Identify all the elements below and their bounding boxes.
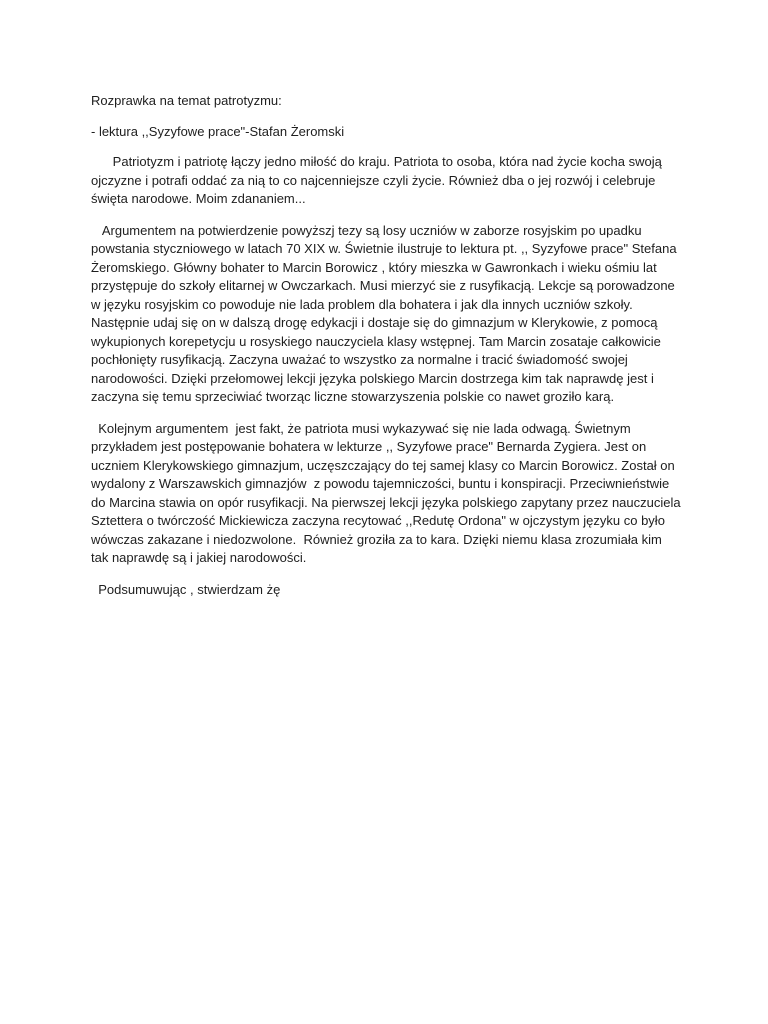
paragraph-argument-two: Kolejnym argumentem jest fakt, że patriota musi wykazywać się nie lada odwagą. Świetnym przykładem jest postępowanie bohatera w lekturze ,, Syzyfowe prace" Bernarda Zygiera. Jest on uczniem Klerykowskiego gimnazjum, uczęszczający do tej samej klasy co Marcin Borowicz. Został on wydalony z Warszawskich gimnazjów z powodu tajemniczości, buntu i konspiracji. Przeciwnieństwie do Marcina stawia on opór rusyfikacji. Na pierwszej lekcji języka polskiego zapytany przez nauczuciela Sztettera o twórczość Mickiewicza zaczyna recytować ,,Redutę Ordona" w ojczystym języku co było wówczas zakazane i niedozwolone. Również groziła za to kara. Dzięki niemu klasa zrozumiała kim tak naprawdę są i jakiej narodowości. — [91, 420, 685, 565]
document-subtitle: - lektura ,,Syzyfowe prace"-Stafan Żeromski — [91, 123, 345, 139]
paragraph-introduction: Patriotyzm i patriotę łączy jedno miłość do kraju. Patriota to osoba, która nad życie kocha swoją ojczyzne i potrafi oddać za nią to co najcenniejsze czyli życie. Również dba o jej rozwój i celebruje święta narodowe. Moim zdananiem... — [91, 154, 666, 206]
paragraph-conclusion: Podsumuwując , stwierdzam żę — [91, 581, 281, 597]
document-body — [91, 92, 685, 612]
paragraph-argument-one: Argumentem na potwierdzenie powyższj tezy są losy uczniów w zaborze rosyjskim po upadku powstania styczniowego w latach 70 XIX w. Świetnie ilustruje to lektura pt. ,, Syzyfowe prace" Stefana Żeromskiego. Główny bohater to Marcin Borowicz , który mieszka w Gawronkach i wieku ośmiu lat przystępuje do szkoły elitarnej w Owczarkach. Musi mierzyć sie z rusyfikacją. Lekcje są porowadzone w języku rosyjskim co powoduje nie lada problem dla bohatera i jak dla innych uczniów szkoły. Następnie udaj się on w dalszą drogę edykacji i dostaje się do gimnazjum w Klerykowie, z pomocą wykupionych korepetycju u rosyskiego nauczyciela klasy wstępnej. Tam Marcin zosataje całkowicie pochłonięty rusyfikacją. Zaczyna uważać to wszystko za normalne i tracić świadomość swojej narodowości. Dzięki przełomowej lekcji języka polskiego Marcin dostrzega kim tak naprawdę jest i zaczyna się temu sprzeciwiać tworząc liczne stowarzyszenia polskie co nawet groziło karą. — [91, 222, 681, 404]
document-title: Rozprawka na temat patrotyzmu: — [91, 93, 282, 108]
